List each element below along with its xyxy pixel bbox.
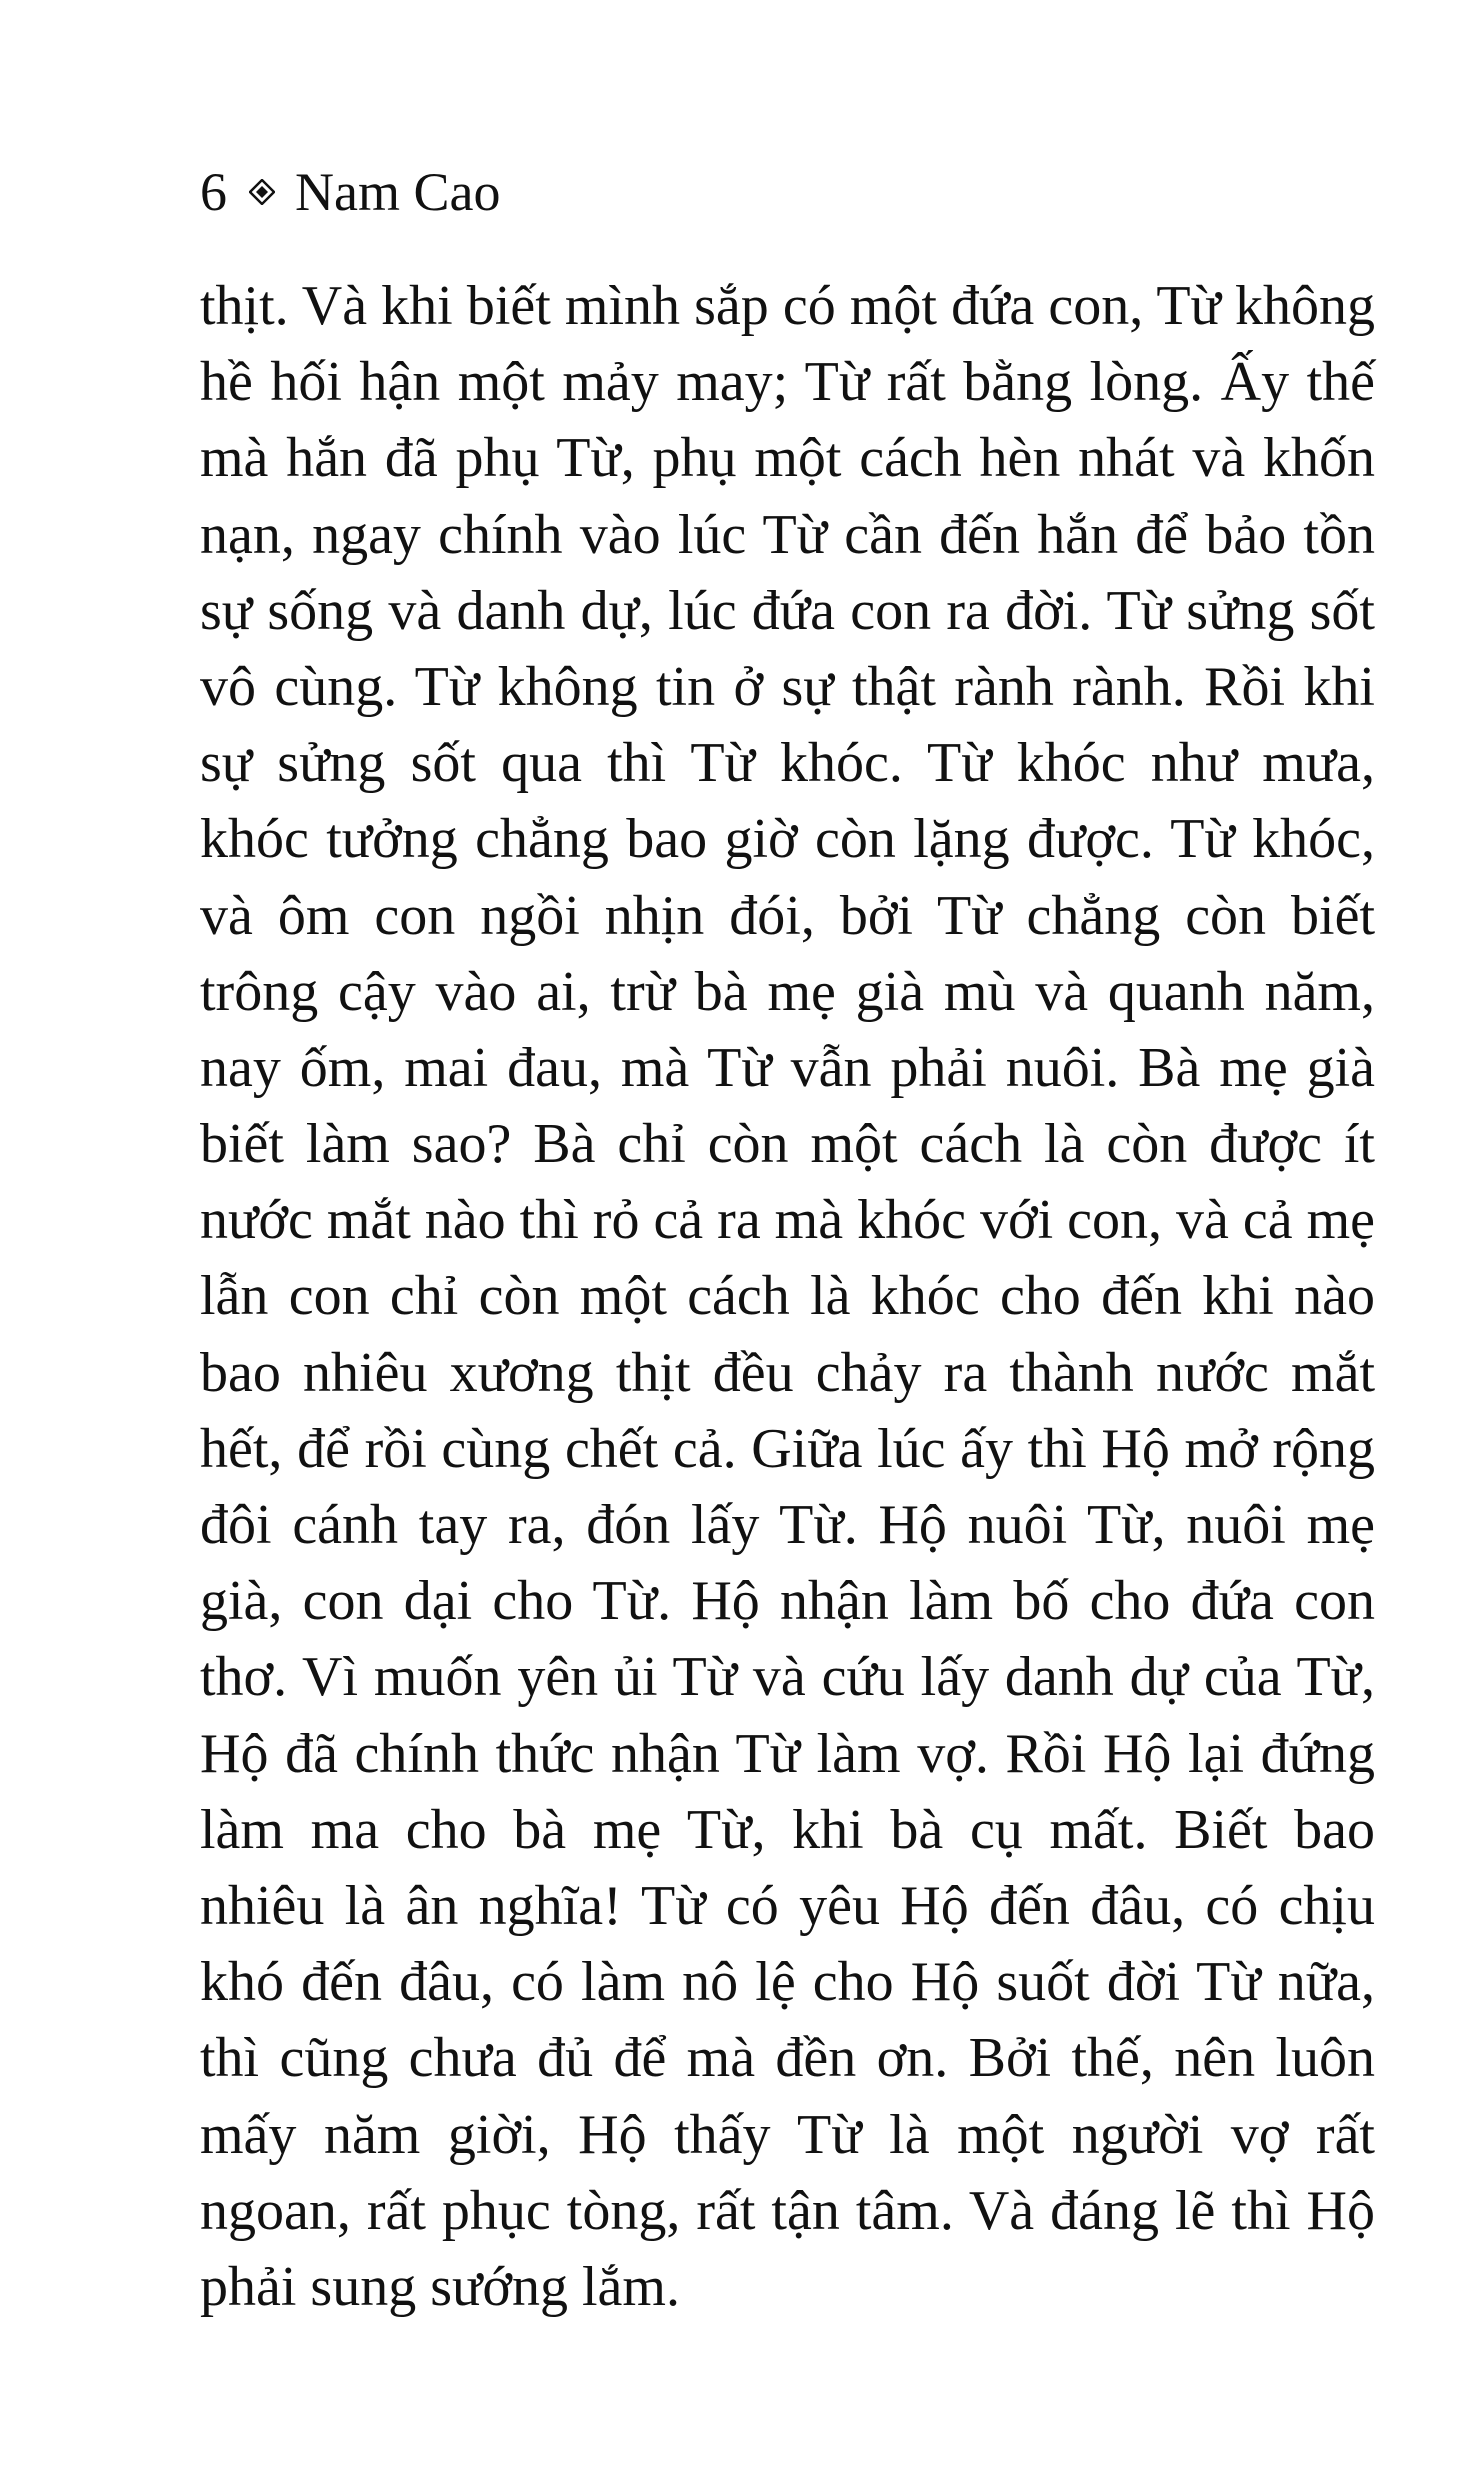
text-line: nay ốm, mai đau, mà Từ vẫn phải nuôi. Bà mẹ già — [200, 1036, 1375, 1099]
text-line: nạn, ngay chính vào lúc Từ cần đến hắn để bảo tồn — [200, 503, 1375, 566]
author-name: Nam Cao — [295, 162, 501, 222]
body-paragraph — [200, 268, 1375, 2325]
text-line: trông cậy vào ai, trừ bà mẹ già mù và quanh năm, — [200, 960, 1375, 1023]
text-line: ngoan, rất phục tòng, rất tận tâm. Và đáng lẽ thì Hộ — [200, 2179, 1375, 2242]
text-line: hề hối hận một mảy may; Từ rất bằng lòng. Ấy thế — [200, 351, 1375, 414]
text-line: và ôm con ngồi nhịn đói, bởi Từ chẳng còn biết — [200, 884, 1375, 947]
page-number: 6 — [200, 162, 227, 222]
text-line: nước mắt nào thì rỏ cả ra mà khóc với con, và cả mẹ — [200, 1189, 1375, 1252]
text-line: đôi cánh tay ra, đón lấy Từ. Hộ nuôi Từ, nuôi mẹ — [200, 1494, 1375, 1556]
text-line: khóc tưởng chẳng bao giờ còn lặng được. Từ khóc, — [200, 808, 1375, 871]
running-head — [200, 160, 500, 224]
text-line: mà hắn đã phụ Từ, phụ một cách hèn nhát và khốn — [200, 427, 1375, 490]
text-line: phải sung sướng lắm. — [200, 2255, 680, 2318]
text-line: mấy năm giời, Hộ thấy Từ là một người vợ rất — [200, 2103, 1375, 2166]
text-line: làm ma cho bà mẹ Từ, khi bà cụ mất. Biết bao — [200, 1798, 1375, 1861]
text-line: Hộ đã chính thức nhận Từ làm vợ. Rồi Hộ lại đứng — [200, 1722, 1375, 1785]
text-line: thơ. Vì muốn yên ủi Từ và cứu lấy danh dự của Từ, — [200, 1646, 1375, 1709]
text-line: khó đến đâu, có làm nô lệ cho Hộ suốt đời Từ nữa, — [200, 1951, 1375, 2014]
text-line: già, con dại cho Từ. Hộ nhận làm bố cho đứa con — [200, 1570, 1375, 1633]
text-line: bao nhiêu xương thịt đều chảy ra thành nước mắt — [200, 1341, 1375, 1404]
text-line: vô cùng. Từ không tin ở sự thật rành rành. Rồi khi — [200, 655, 1375, 718]
text-line: thì cũng chưa đủ để mà đền ơn. Bởi thế, nên luôn — [200, 2027, 1375, 2090]
text-line: thịt. Và khi biết mình sắp có một đứa con, Từ không — [200, 275, 1375, 337]
text-line: hết, để rồi cùng chết cả. Giữa lúc ấy thì Hộ mở rộng — [200, 1417, 1375, 1480]
diamond-ornament-icon — [249, 179, 275, 205]
text-line: lẫn con chỉ còn một cách là khóc cho đến khi nào — [200, 1265, 1375, 1328]
text-line: sự sửng sốt qua thì Từ khóc. Từ khóc như mưa, — [200, 732, 1375, 795]
text-line: sự sống và danh dự, lúc đứa con ra đời. Từ sửng sốt — [200, 579, 1375, 642]
text-line: biết làm sao? Bà chỉ còn một cách là còn được ít — [200, 1113, 1375, 1176]
text-line: nhiêu là ân nghĩa! Từ có yêu Hộ đến đâu, có chịu — [200, 1874, 1375, 1937]
